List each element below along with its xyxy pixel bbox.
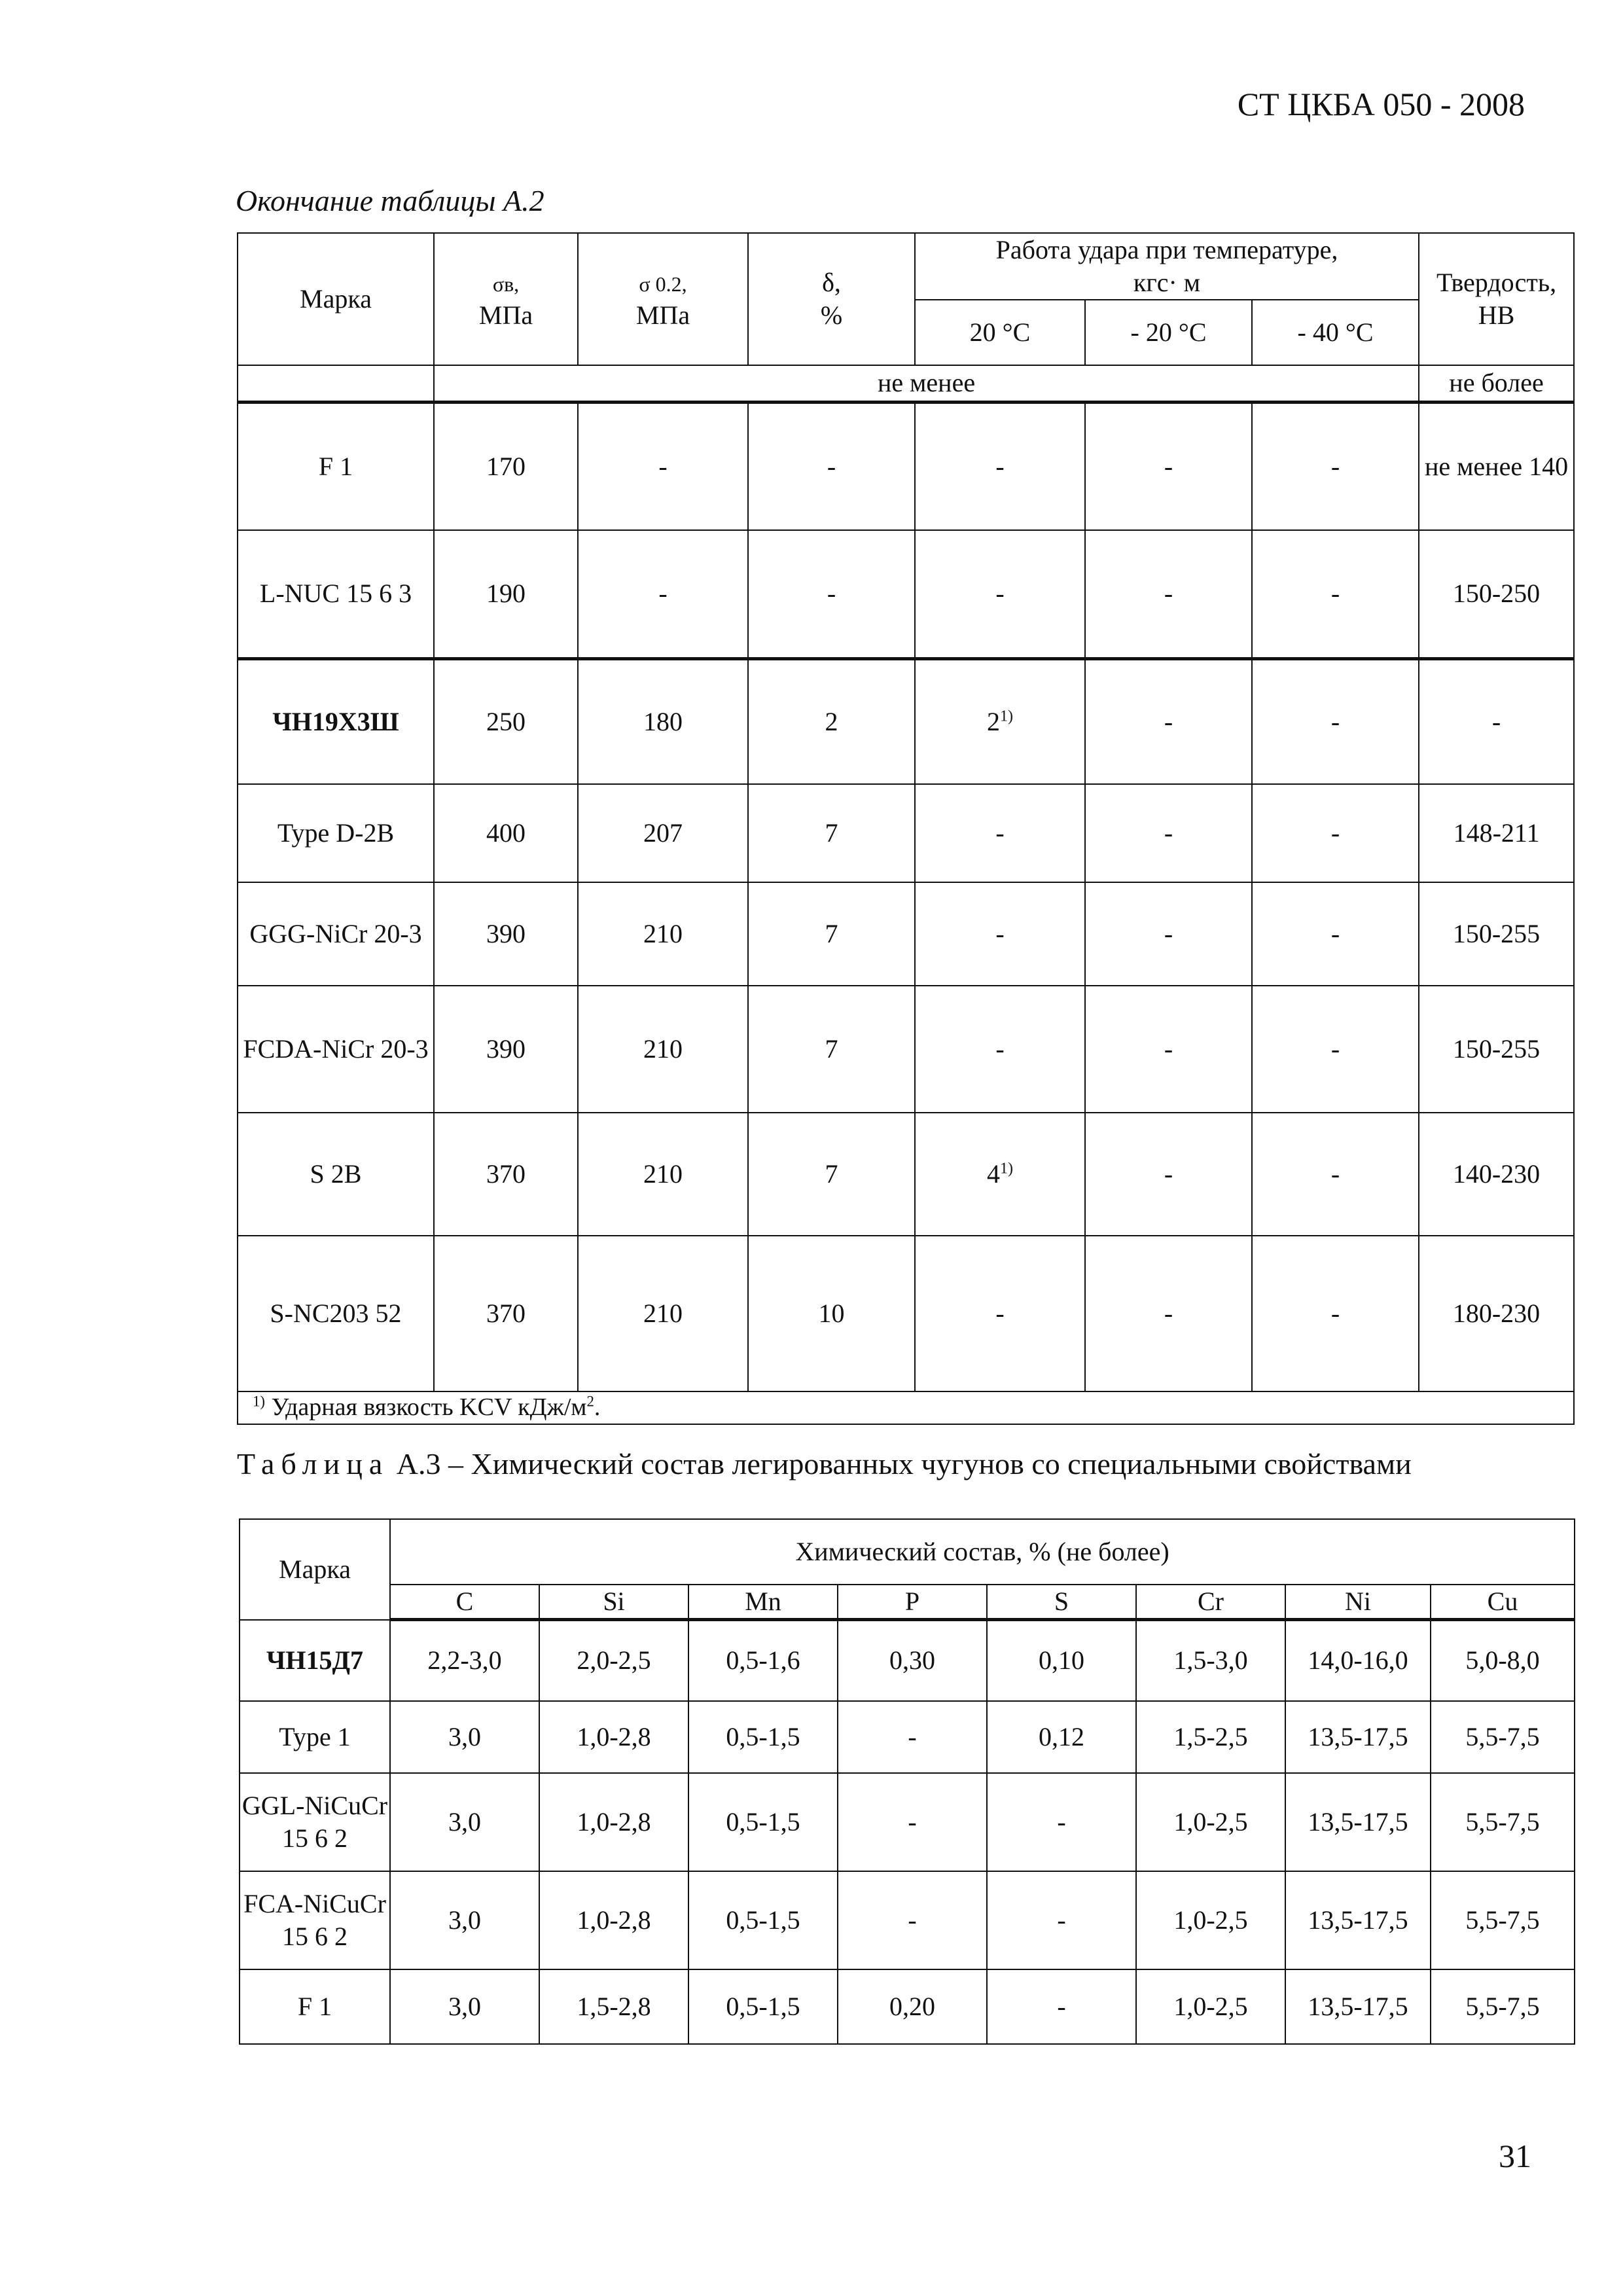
marka-cell: FCA-NiCuCr 15 6 2 bbox=[240, 1871, 390, 1969]
header-element-cu: Cu bbox=[1431, 1585, 1575, 1620]
impact-minus40-cell: - bbox=[1252, 658, 1419, 784]
value-cell: 3,0 bbox=[390, 1701, 539, 1773]
delta-cell: 7 bbox=[748, 882, 915, 986]
header-marka: Марка bbox=[240, 1519, 390, 1620]
value-cell: 3,0 bbox=[390, 1773, 539, 1871]
value-cell: 1,5-3,0 bbox=[1136, 1620, 1285, 1701]
header-element-p: P bbox=[838, 1585, 987, 1620]
value-cell: 5,5-7,5 bbox=[1431, 1871, 1575, 1969]
header-element-mn: Mn bbox=[688, 1585, 838, 1620]
marka-cell: S 2B bbox=[238, 1113, 434, 1236]
header-temp-minus40: - 40 °С bbox=[1252, 300, 1419, 365]
hardness-cell: 150-255 bbox=[1419, 882, 1574, 986]
impact-minus20-cell: - bbox=[1085, 784, 1252, 882]
value-cell: 5,5-7,5 bbox=[1431, 1701, 1575, 1773]
mechanical-properties-table bbox=[237, 232, 1575, 1425]
hardness-cell: - bbox=[1419, 658, 1574, 784]
delta-cell: 7 bbox=[748, 784, 915, 882]
sigma-b-cell: 400 bbox=[434, 784, 578, 882]
table-row bbox=[240, 1969, 1575, 2044]
value-cell: 1,5-2,8 bbox=[539, 1969, 688, 2044]
table-row bbox=[238, 530, 1574, 658]
value-cell: 1,0-2,5 bbox=[1136, 1871, 1285, 1969]
hardness-cell: не менее 140 bbox=[1419, 402, 1574, 530]
value-cell: 0,20 bbox=[838, 1969, 987, 2044]
value-cell: 1,5-2,5 bbox=[1136, 1701, 1285, 1773]
sigma-b-cell: 370 bbox=[434, 1113, 578, 1236]
sigma-02-cell: 210 bbox=[578, 1113, 748, 1236]
value-cell: 0,5-1,5 bbox=[688, 1773, 838, 1871]
delta-cell: 7 bbox=[748, 986, 915, 1113]
value-cell: 5,0-8,0 bbox=[1431, 1620, 1575, 1701]
table-row bbox=[240, 1773, 1575, 1871]
table-row bbox=[240, 1871, 1575, 1969]
impact-20-cell: - bbox=[915, 882, 1085, 986]
header-marka: Марка bbox=[238, 233, 434, 365]
value-cell: 0,12 bbox=[987, 1701, 1136, 1773]
impact-20-cell: - bbox=[915, 530, 1085, 658]
header-temp-20: 20 °С bbox=[915, 300, 1085, 365]
impact-minus40-cell: - bbox=[1252, 402, 1419, 530]
header-temp-minus20: - 20 °С bbox=[1085, 300, 1252, 365]
value-cell: 13,5-17,5 bbox=[1285, 1871, 1431, 1969]
value-cell: 0,5-1,5 bbox=[688, 1701, 838, 1773]
hardness-cell: 150-255 bbox=[1419, 986, 1574, 1113]
value-cell: 0,5-1,6 bbox=[688, 1620, 838, 1701]
value-cell: - bbox=[987, 1871, 1136, 1969]
table-row bbox=[238, 986, 1574, 1113]
delta-cell: 7 bbox=[748, 1113, 915, 1236]
value-cell: 14,0-16,0 bbox=[1285, 1620, 1431, 1701]
marka-cell: FCDA-NiCr 20-3 bbox=[238, 986, 434, 1113]
impact-20-cell: 2$^{1)}$ bbox=[915, 658, 1085, 784]
impact-20-cell: - bbox=[915, 986, 1085, 1113]
header-element-s: S bbox=[987, 1585, 1136, 1620]
sigma-02-cell: 180 bbox=[578, 658, 748, 784]
sigma-02-cell: 210 bbox=[578, 882, 748, 986]
marka-cell: Type D-2B bbox=[238, 784, 434, 882]
value-cell: 2,2-3,0 bbox=[390, 1620, 539, 1701]
sigma-b-cell: 190 bbox=[434, 530, 578, 658]
table-row bbox=[238, 1113, 1574, 1236]
header-sigma-b: σв, МПа bbox=[434, 233, 578, 365]
value-cell: 0,5-1,5 bbox=[688, 1871, 838, 1969]
marka-cell: ЧН19Х3Ш bbox=[238, 658, 434, 784]
impact-minus40-cell: - bbox=[1252, 1236, 1419, 1391]
value-cell: - bbox=[838, 1871, 987, 1969]
value-cell: 5,5-7,5 bbox=[1431, 1969, 1575, 2044]
impact-minus20-cell: - bbox=[1085, 1236, 1252, 1391]
header-element-si: Si bbox=[539, 1585, 688, 1620]
impact-minus40-cell: - bbox=[1252, 784, 1419, 882]
sigma-02-cell: 210 bbox=[578, 986, 748, 1113]
header-delta: δ, % bbox=[748, 233, 915, 365]
header-sigma-02: σ 0.2, МПа bbox=[578, 233, 748, 365]
table-row bbox=[238, 402, 1574, 530]
impact-minus20-cell: - bbox=[1085, 986, 1252, 1113]
sigma-02-cell: - bbox=[578, 402, 748, 530]
impact-minus20-cell: - bbox=[1085, 530, 1252, 658]
marka-cell: ЧН15Д7 bbox=[240, 1620, 390, 1701]
value-cell: 1,0-2,5 bbox=[1136, 1969, 1285, 2044]
value-cell: 5,5-7,5 bbox=[1431, 1773, 1575, 1871]
header-not-more: не более bbox=[1419, 365, 1574, 402]
value-cell: 13,5-17,5 bbox=[1285, 1773, 1431, 1871]
marka-cell: F 1 bbox=[240, 1969, 390, 2044]
table-row bbox=[238, 784, 1574, 882]
value-cell: 1,0-2,8 bbox=[539, 1871, 688, 1969]
marka-cell: F 1 bbox=[238, 402, 434, 530]
hardness-cell: 150-250 bbox=[1419, 530, 1574, 658]
hardness-cell: 148-211 bbox=[1419, 784, 1574, 882]
marka-cell: L-NUC 15 6 3 bbox=[238, 530, 434, 658]
chemical-composition-table bbox=[239, 1518, 1575, 2045]
value-cell: 0,5-1,5 bbox=[688, 1969, 838, 2044]
value-cell: - bbox=[838, 1773, 987, 1871]
sigma-b-cell: 250 bbox=[434, 658, 578, 784]
delta-cell: 10 bbox=[748, 1236, 915, 1391]
impact-minus20-cell: - bbox=[1085, 658, 1252, 784]
header-composition: Химический состав, % (не более) bbox=[390, 1519, 1575, 1585]
impact-minus20-cell: - bbox=[1085, 1113, 1252, 1236]
impact-minus40-cell: - bbox=[1252, 530, 1419, 658]
value-cell: 0,30 bbox=[838, 1620, 987, 1701]
impact-20-cell: - bbox=[915, 784, 1085, 882]
value-cell: - bbox=[987, 1773, 1136, 1871]
table-row bbox=[240, 1701, 1575, 1773]
hardness-cell: 140-230 bbox=[1419, 1113, 1574, 1236]
sigma-02-cell: - bbox=[578, 530, 748, 658]
table-row bbox=[238, 658, 1574, 784]
sigma-02-cell: 210 bbox=[578, 1236, 748, 1391]
footnote-marker: 1) bbox=[1000, 1160, 1013, 1177]
impact-minus20-cell: - bbox=[1085, 882, 1252, 986]
delta-cell: - bbox=[748, 530, 915, 658]
impact-minus40-cell: - bbox=[1252, 882, 1419, 986]
impact-minus20-cell: - bbox=[1085, 402, 1252, 530]
value-cell: 13,5-17,5 bbox=[1285, 1701, 1431, 1773]
value-cell: 1,0-2,5 bbox=[1136, 1773, 1285, 1871]
impact-minus40-cell: - bbox=[1252, 1113, 1419, 1236]
table-row bbox=[238, 1236, 1574, 1391]
impact-20-cell: 4$^{1)}$ bbox=[915, 1113, 1085, 1236]
value-cell: 13,5-17,5 bbox=[1285, 1969, 1431, 2044]
hardness-cell: 180-230 bbox=[1419, 1236, 1574, 1391]
table-caption: Окончание таблицы А.2 bbox=[236, 184, 544, 217]
table-row bbox=[238, 882, 1574, 986]
marka-cell: GGL-NiCuCr 15 6 2 bbox=[240, 1773, 390, 1871]
value-cell: 1,0-2,8 bbox=[539, 1773, 688, 1871]
page-number: 31 bbox=[1499, 2138, 1531, 2174]
value-cell: - bbox=[987, 1969, 1136, 2044]
sigma-b-cell: 370 bbox=[434, 1236, 578, 1391]
header-hardness: Твердость, НВ bbox=[1419, 233, 1574, 365]
value-cell: 3,0 bbox=[390, 1969, 539, 2044]
footnote-marker: 1) bbox=[1000, 708, 1013, 725]
header-not-less: не менее bbox=[434, 365, 1419, 402]
table-a3-title: Таблица А.3 – Химический состав легированных чугунов со специальными свойствами bbox=[237, 1447, 1412, 1480]
value-cell: 1,0-2,8 bbox=[539, 1701, 688, 1773]
sigma-b-cell: 390 bbox=[434, 882, 578, 986]
header-element-cr: Cr bbox=[1136, 1585, 1285, 1620]
sigma-b-cell: 390 bbox=[434, 986, 578, 1113]
impact-minus40-cell: - bbox=[1252, 986, 1419, 1113]
value-cell: - bbox=[838, 1701, 987, 1773]
value-cell: 3,0 bbox=[390, 1871, 539, 1969]
marka-cell: GGG-NiCr 20-3 bbox=[238, 882, 434, 986]
marka-cell: Type 1 bbox=[240, 1701, 390, 1773]
value-cell: 2,0-2,5 bbox=[539, 1620, 688, 1701]
header-impact-work: Работа удара при температуре, кгс· м bbox=[915, 233, 1419, 300]
header-element-c: C bbox=[390, 1585, 539, 1620]
document-code: СТ ЦКБА 050 - 2008 bbox=[1237, 86, 1525, 122]
table-row bbox=[240, 1620, 1575, 1701]
sigma-02-cell: 207 bbox=[578, 784, 748, 882]
marka-cell: S-NC203 52 bbox=[238, 1236, 434, 1391]
delta-cell: - bbox=[748, 402, 915, 530]
impact-20-cell: - bbox=[915, 402, 1085, 530]
table-footnote: $^{1)}$ Ударная вязкость KCV кДж/$м^2$. bbox=[238, 1391, 1574, 1424]
header-empty-cell bbox=[238, 365, 434, 402]
value-cell: 0,10 bbox=[987, 1620, 1136, 1701]
impact-20-cell: - bbox=[915, 1236, 1085, 1391]
delta-cell: 2 bbox=[748, 658, 915, 784]
sigma-b-cell: 170 bbox=[434, 402, 578, 530]
header-element-ni: Ni bbox=[1285, 1585, 1431, 1620]
